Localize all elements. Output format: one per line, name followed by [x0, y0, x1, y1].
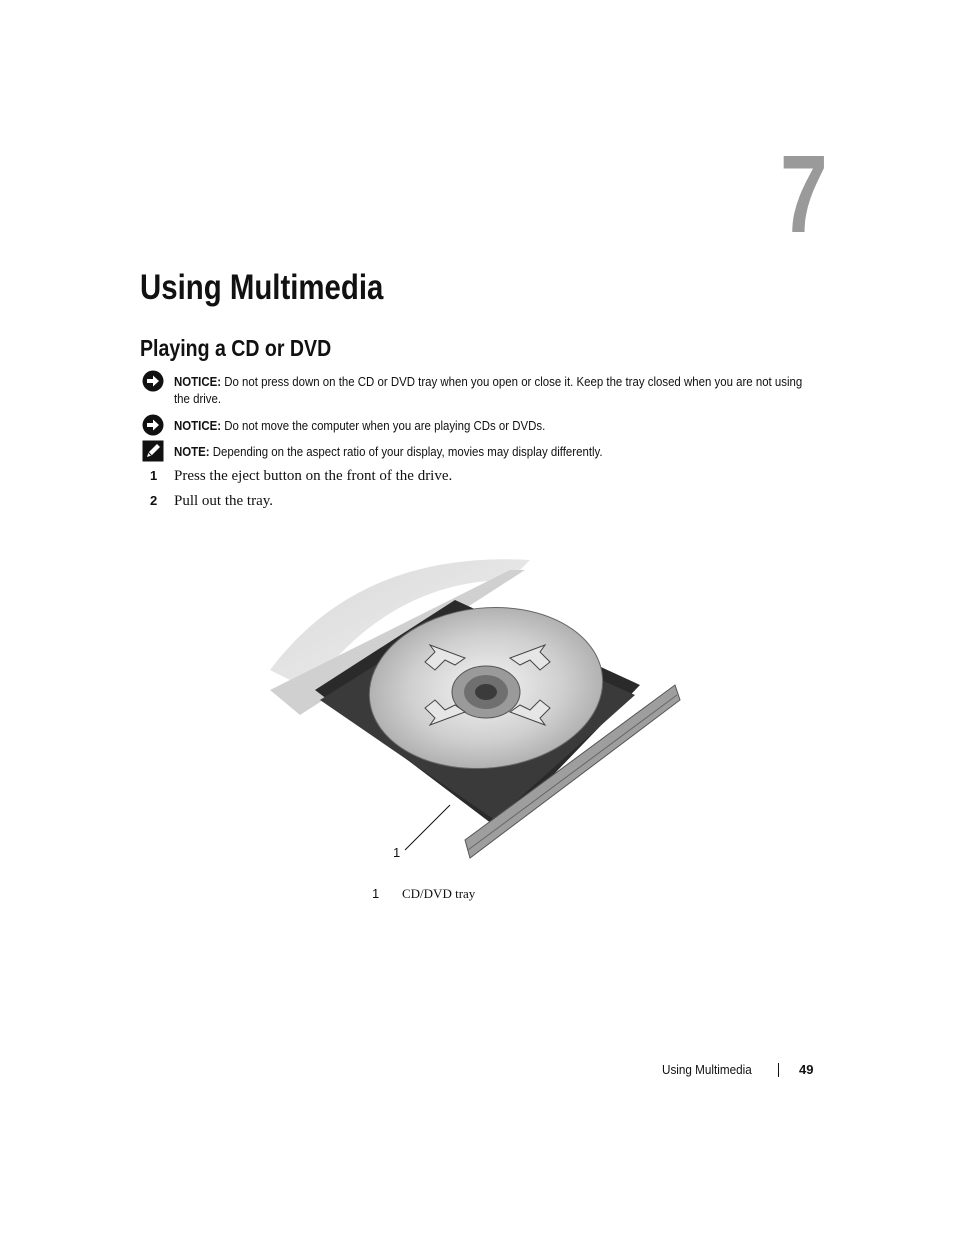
footer-label: Using Multimedia — [662, 1062, 752, 1077]
notice-arrow-icon — [142, 414, 164, 436]
notice-text: Do not move the computer when you are playing CDs or DVDs. — [224, 418, 546, 433]
note-pencil-icon — [142, 440, 164, 462]
caption-text: CD/DVD tray — [402, 886, 476, 901]
step-number: 2 — [150, 493, 158, 508]
notice-label: NOTICE: — [174, 418, 222, 433]
page-number: 49 — [799, 1062, 814, 1077]
step-number: 1 — [150, 468, 158, 483]
footer-separator — [778, 1063, 779, 1077]
step-1 — [150, 466, 452, 486]
notice-arrow-icon — [142, 370, 164, 392]
step-text: Press the eject button on the front of the drive. — [174, 468, 453, 484]
section-title: Playing a CD or DVD — [140, 335, 332, 361]
step-text: Pull out the tray. — [174, 493, 274, 509]
callout-number: 1 — [393, 845, 401, 860]
chapter-title: Using Multimedia — [140, 268, 384, 307]
cd-dvd-tray-illustration — [240, 540, 700, 880]
figure-caption — [372, 886, 475, 902]
notice-label: NOTICE: — [174, 374, 222, 389]
note — [174, 443, 814, 460]
chapter-number: 7 — [780, 133, 828, 256]
notice-text: Do not press down on the CD or DVD tray when you open or close it. Keep the tray closed when you are not using the drive. — [174, 374, 803, 406]
notice-2 — [174, 417, 814, 434]
note-text: Depending on the aspect ratio of your display, movies may display differently. — [212, 444, 603, 459]
step-2 — [150, 491, 273, 511]
caption-number: 1 — [372, 886, 380, 901]
note-label: NOTE: — [174, 444, 210, 459]
notice-1 — [174, 373, 814, 407]
